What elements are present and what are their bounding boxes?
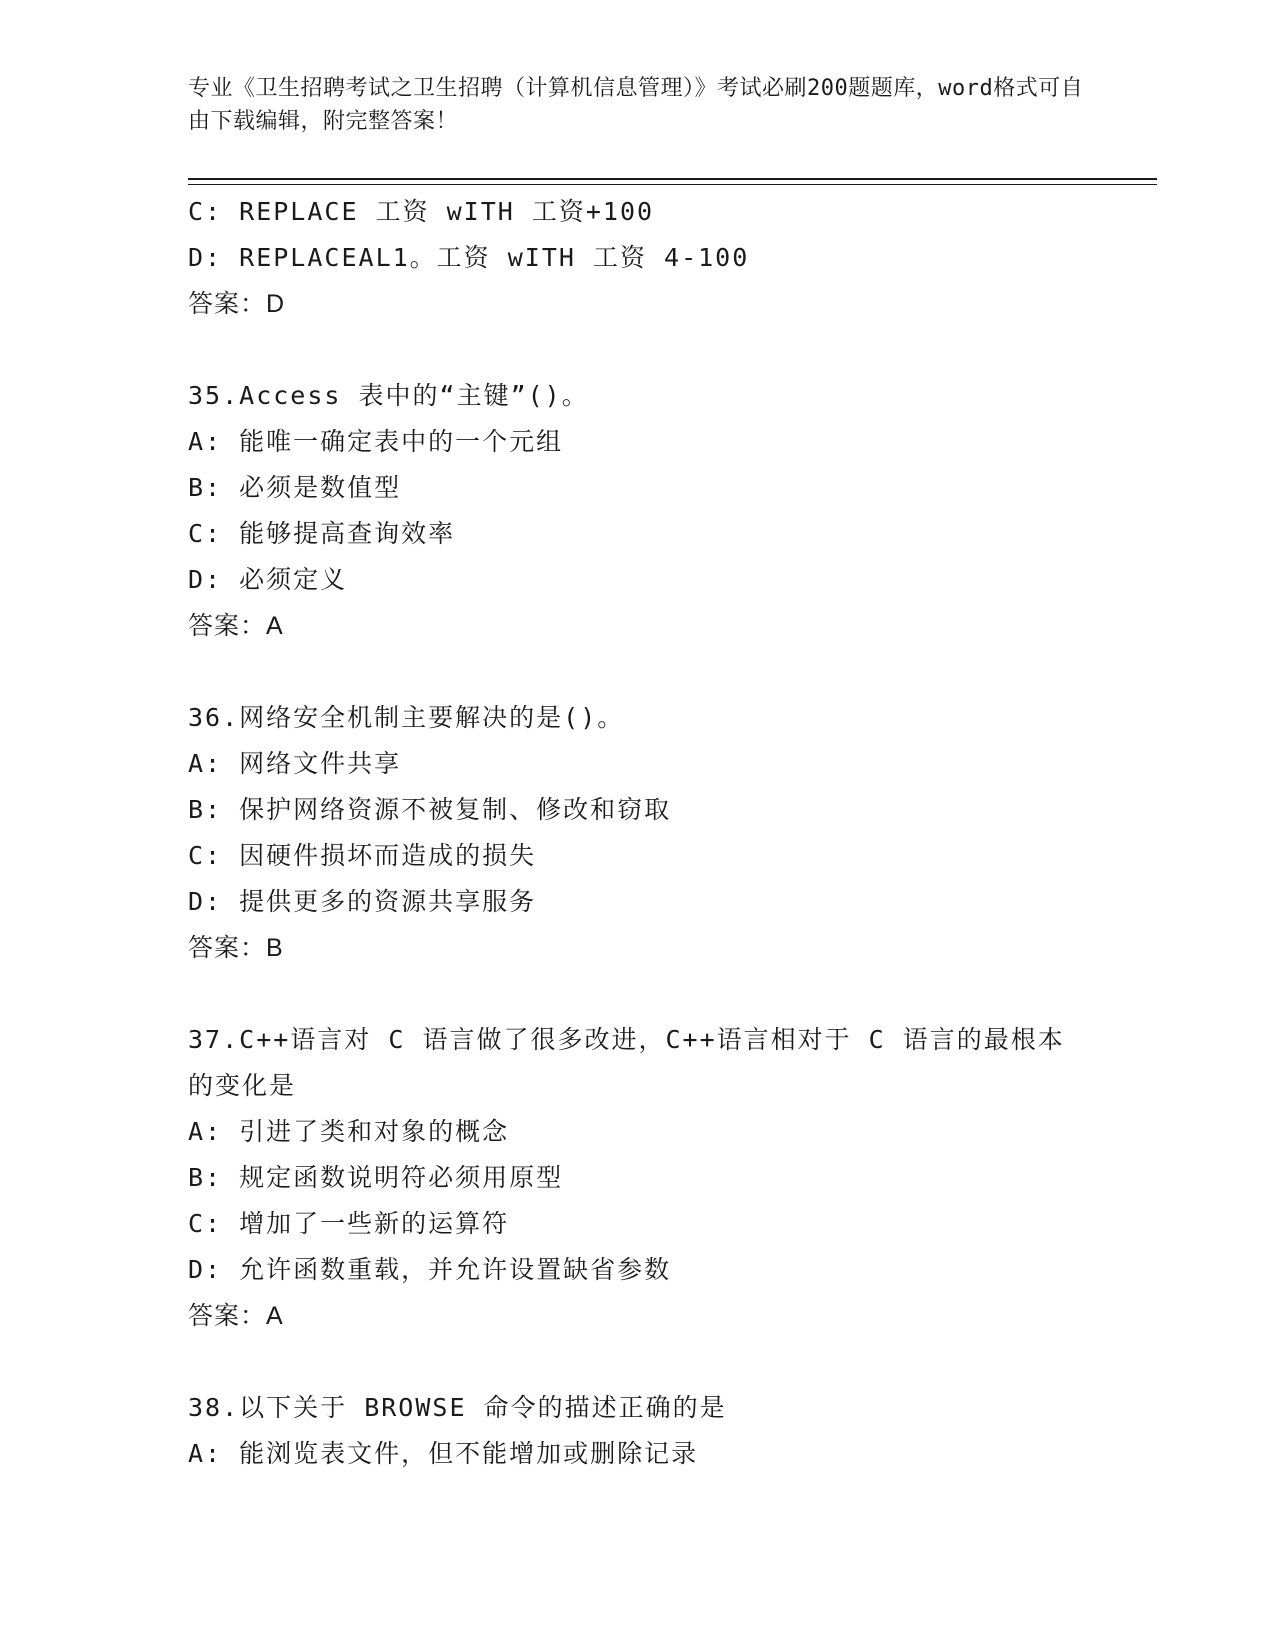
question-stem: 36.网络安全机制主要解决的是()。 (188, 703, 625, 732)
option-line: C: 因硬件损坏而造成的损失 (188, 841, 537, 870)
option-line: A: 网络文件共享 (188, 749, 402, 778)
question-block (188, 189, 1088, 327)
question-list (188, 189, 1088, 1477)
option-line: B: 保护网络资源不被复制、修改和窃取 (188, 795, 672, 824)
question-stem: 38.以下关于 BROWSE 命令的描述正确的是 (188, 1393, 727, 1422)
option-line: C: REPLACE 工资 wITH 工资+100 (188, 197, 655, 226)
option-line: D: 允许函数重载，并允许设置缺省参数 (188, 1255, 672, 1284)
option-line: A: 能唯一确定表中的一个元组 (188, 427, 564, 456)
option-line: C: 增加了一些新的运算符 (188, 1209, 510, 1238)
option-line: D: REPLACEAL1。工资 wITH 工资 4-100 (188, 243, 750, 272)
option-line: B: 必须是数值型 (188, 473, 402, 502)
answer-line: 答案：B (188, 934, 284, 962)
question-block (188, 1385, 1088, 1477)
answer-line: 答案：A (188, 1302, 284, 1330)
option-line: B: 规定函数说明符必须用原型 (188, 1163, 564, 1192)
option-line: A: 能浏览表文件，但不能增加或删除记录 (188, 1439, 699, 1468)
header-divider-thin (188, 184, 1157, 185)
question-block (188, 1017, 1088, 1339)
question-block (188, 695, 1088, 971)
page-header: 专业《卫生招聘考试之卫生招聘（计算机信息管理）》考试必刷200题题库，word格式可自由下载编辑，附完整答案！ (188, 76, 1084, 134)
question-stem: 37.C++语言对 C 语言做了很多改进，C++语言相对于 C 语言的最根本的变化是 (188, 1025, 1065, 1100)
option-line: A: 引进了类和对象的概念 (188, 1117, 510, 1146)
option-line: C: 能够提高查询效率 (188, 519, 456, 548)
answer-line: 答案：A (188, 612, 284, 640)
header-divider-thick (188, 178, 1157, 180)
option-line: D: 提供更多的资源共享服务 (188, 887, 537, 916)
option-line: D: 必须定义 (188, 565, 348, 594)
question-stem: 35.Access 表中的“主键”()。 (188, 381, 589, 410)
question-block (188, 373, 1088, 649)
answer-line: 答案：D (188, 290, 286, 318)
